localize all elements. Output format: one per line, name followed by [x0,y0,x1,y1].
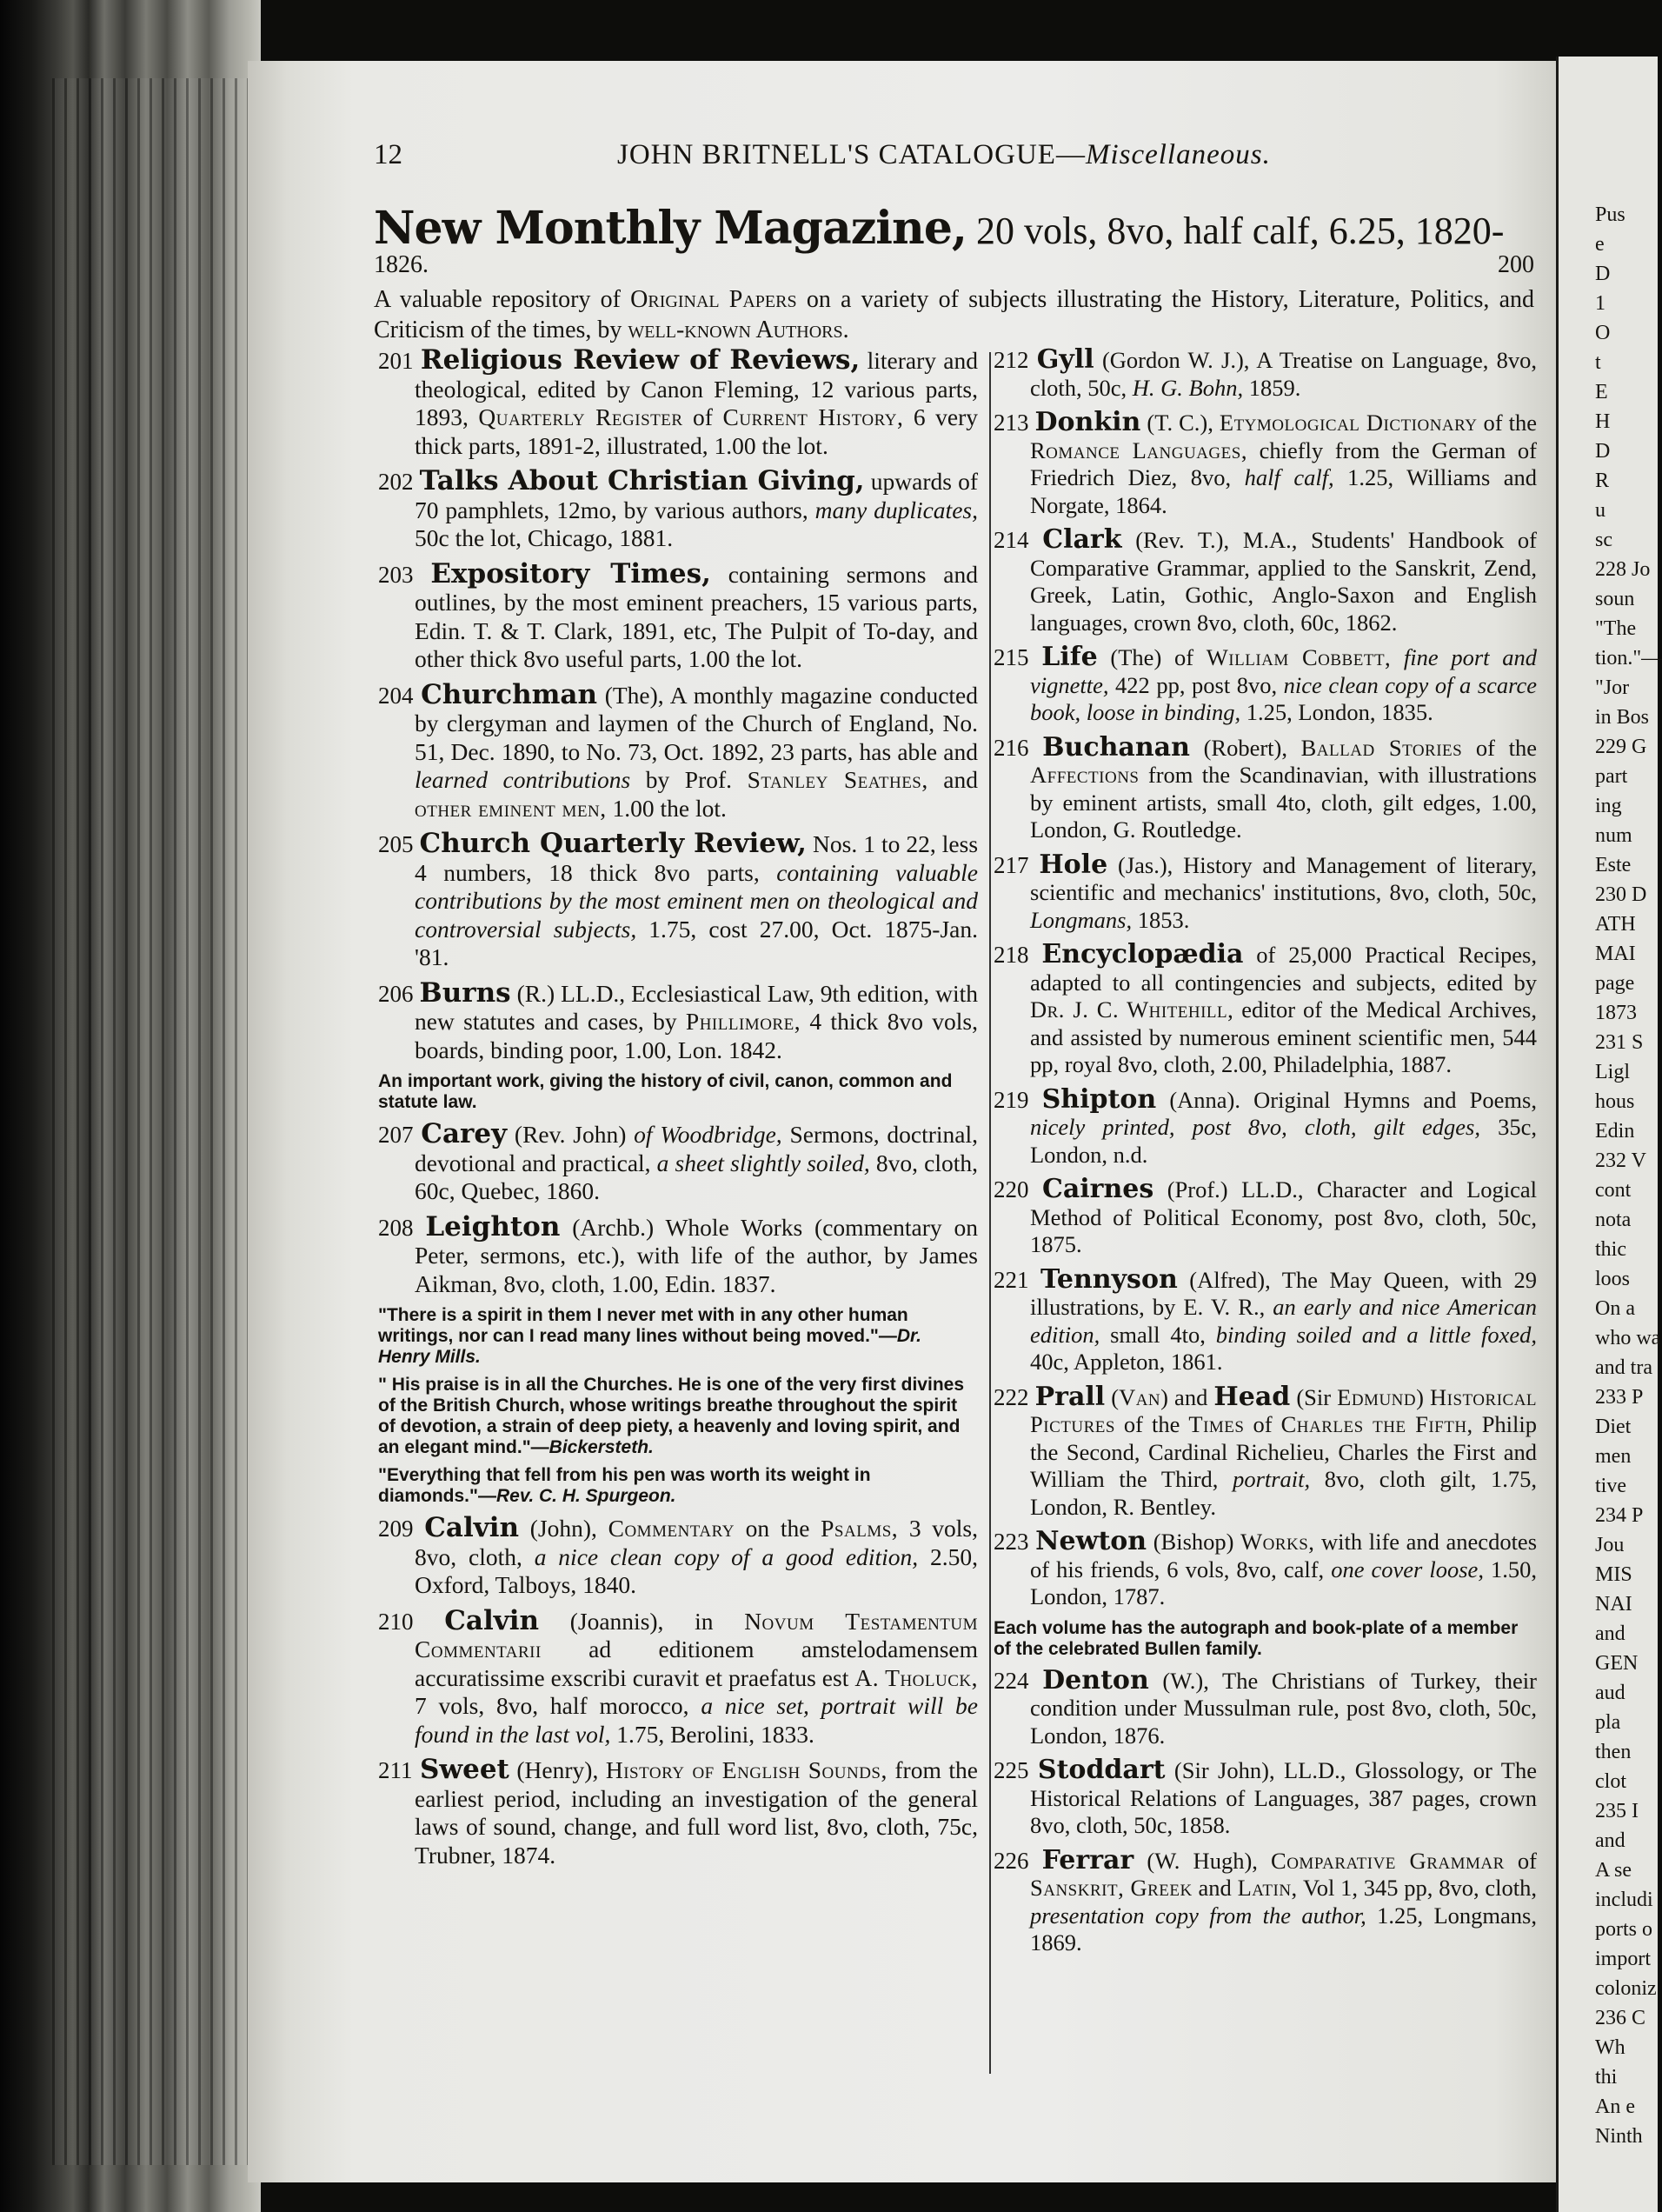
facing-page-fragment: sc [1595,529,1612,551]
facing-page-fragment: MAI [1595,943,1636,965]
facing-page-fragment: thic [1595,1238,1626,1261]
facing-page-fragment: hous [1595,1090,1635,1113]
catalogue-entry-207: 207 Carey (Rev. John) of Woodbridge, Sermons, doctrinal, devotional and practical, a sheet slightly soiled, 8vo, cloth, 60c, Quebec, 1860. [378,1118,979,1204]
column-divider [989,352,991,2074]
catalogue-entry-216: 216 Buchanan (Robert), Ballad Stories of the Affections from the Scandinavian, with illustrations by eminent artists, small 4to, cloth, gilt edges, 1.00, London, G. Routledge. [994,731,1537,843]
catalogue-entry-201: 201 Religious Review of Reviews, literary and theological, edited by Canon Fleming, 12 various parts, 1893, Quarterly Register of Current History, 6 very thick parts, 1891-2, illustrated, 1.00 the lot. [378,344,978,459]
facing-page-fragment: On a [1595,1297,1635,1320]
catalogue-entry-219: 219 Shipton (Anna). Original Hymns and Poems, nicely printed, post 8vo, cloth, gilt edges, 35c, London, n.d. [994,1083,1537,1168]
lead-entry-title: New Monthly Magazine, [374,202,967,255]
catalogue-entry-203: 203 Expository Times, containing sermons and outlines, by the most eminent preachers, 15 various parts, Edin. T. & T. Clark, 1891, etc, The Pulpit of To-day, and other thick 8vo useful parts, 1.00 the lot. [378,557,979,672]
facing-page-fragment: GEN [1595,1652,1639,1675]
catalogue-entry-212: 212 Gyll (Gordon W. J.), A Treatise on Language, 8vo, cloth, 50c, H. G. Bohn, 1859. [994,344,1538,401]
facing-page-fragment: loos [1595,1268,1631,1290]
facing-page-fragment: "Jor [1595,676,1630,699]
facing-page-fragment: NAI [1595,1593,1632,1616]
facing-page-fragment: tive [1595,1475,1626,1497]
facing-page-fragment: ing [1595,795,1622,817]
facing-page-fragment: then [1595,1741,1632,1763]
catalogue-entry-226: 226 Ferrar (W. Hugh), Comparative Grammar of Sanskrit, Greek and Latin, Vol 1, 345 pp, 8vo, cloth, presentation copy from the author, 1.25, Longmans, 1869. [994,1844,1537,1955]
lead-entry-description: A valuable repository of Original Papers on a variety of subjects illustrating the History, Literature, Politics, and Criticism of the times, by well-known Authors. [374,286,1535,343]
facing-page-fragment: 235 I [1595,1800,1639,1822]
facing-page-fragment: 232 V [1595,1149,1646,1172]
right-column [994,346,1537,1964]
facing-page-fragment: and tra [1595,1356,1652,1379]
facing-page-fragment: aud [1595,1682,1625,1704]
catalogue-entry-210: 210 Calvin (Joannis), in Novum Testamentum Commentarii ad editionem amstelodamensem accuratissime exscribi curavit et praefatus est A. Tholuck, 7 vols, 8vo, half morocco, a nice set, portrait will be found in the last vol, 1.75, Berolini, 1833. [378,1604,979,1748]
facing-page-fragment: e [1595,233,1605,256]
facing-page-fragment: 233 P [1595,1386,1644,1409]
entry-note-223: Each volume has the autograph and book-plate of a member of the celebrated Bullen family. [994,1617,1519,1659]
lead-entry-number: 200 [1498,251,1534,278]
facing-page-fragment: in Bos [1595,706,1650,729]
facing-page-fragment: 234 P [1595,1504,1644,1527]
catalogue-entry-211: 211 Sweet (Henry), History of English Sounds, from the earliest period, including an investigation of the general laws of sound, change, and full word list, 8vo, cloth, 75c, Trubner, 1874. [378,1754,978,1869]
facing-page-fragment: MIS [1595,1563,1632,1586]
facing-page-fragment: Wh [1595,2036,1625,2059]
lead-entry-line: New Monthly Magazine, 20 vols, 8vo, half calf, 6.25, 1820- [374,202,1505,255]
quote-bickersteth: " His praise is in all the Churches. He is one of the very first divines of the British Church, whose writings breathe throughout the spirit of devotion, a strain of deep piety, a heavenly and loving spirit, and an elegant mind."—Bickersteth. [378,1375,964,1457]
facing-page-fragment: cont [1595,1179,1632,1202]
facing-page-fragment: men [1595,1445,1632,1468]
facing-page-fragment: nota [1595,1209,1632,1231]
page-header [374,139,1530,183]
left-column [378,346,978,1876]
catalogue-entry-225: 225 Stoddart (Sir John), LL.D., Glossology, or The Historical Relations of Languages, 387 pages, crown 8vo, cloth, 50c, 1858. [994,1755,1537,1838]
quote-mills: "There is a spirit in them I never met with in any other human writings, nor can I read many lines without being moved."—Dr. Henry Mills. [378,1305,921,1367]
facing-page-fragment: R [1595,470,1610,492]
facing-page-fragment: 229 G [1595,736,1647,758]
facing-page-fragment: 228 Jo [1595,558,1651,581]
facing-page-fragment: 236 C [1595,2007,1646,2029]
facing-page-fragment: Diet [1595,1416,1632,1438]
facing-page-fragment: num [1595,824,1632,847]
book-binding-edge [0,0,261,2212]
facing-page-fragment: thi [1595,2066,1618,2089]
catalogue-entry-218: 218 Encyclopædia of 25,000 Practical Recipes, adapted to all contingencies and subjects, edited by Dr. J. C. Whitehill, editor of the Medical Archives, and assisted by numerous eminent scientific men, 544 pp, royal 8vo, cloth, 2.00, Philadelphia, 1887. [994,939,1538,1077]
facing-page-fragment: H [1595,410,1611,433]
facing-page-fragment: who wa [1595,1327,1661,1349]
facing-page-fragment: D [1595,440,1611,463]
catalogue-entry-220: 220 Cairnes (Prof.) LL.D., Character and Logical Method of Political Economy, post 8vo, cloth, 50c, 1875. [994,1174,1538,1257]
facing-page-fragment: ports o [1595,1918,1652,1941]
facing-page-fragment: clot [1595,1770,1626,1793]
catalogue-entry-213: 213 Donkin (T. C.), Etymological Dictionary of the Romance Languages, chiefly from the German of Friedrich Diez, 8vo, half calf, 1.25, Williams and Norgate, 1864. [994,407,1538,518]
entry-note-206: An important work, giving the history of civil, canon, common and statute law. [378,1071,953,1112]
facing-page-fragment: A se [1595,1859,1632,1882]
catalogue-entry-224: 224 Denton (W.), The Christians of Turkey, their condition under Mussulman rule, post 8vo, cloth, 50c, London, 1876. [994,1664,1537,1749]
facing-page-fragment: 231 S [1595,1031,1644,1054]
catalogue-entry-208: 208 Leighton (Archb.) Whole Works (commentary on Peter, sermons, etc.), with life of the author, by James Aikman, 8vo, cloth, 1.00, Edin. 1837. [378,1210,978,1297]
facing-page-fragment: O [1595,322,1611,344]
facing-page-fragment: Este [1595,854,1632,876]
page-edges [52,78,261,2165]
catalogue-entry-209: 209 Calvin (John), Commentary on the Psalms, 3 vols, 8vo, cloth, a nice clean copy of a good edition, 2.50, Oxford, Talboys, 1840. [378,1512,979,1598]
facing-page-fragment: D [1595,263,1611,285]
catalogue-entry-204: 204 Churchman (The), A monthly magazine conducted by clergyman and laymen of the Church of England, No. 51, Dec. 1890, to No. 73, Oct. 1892, 23 parts, has able and learned contributions by Prof. Stanley Seathes, and other eminent men, 1.00 the lot. [378,678,978,822]
facing-page-fragment: and [1595,1622,1625,1645]
facing-page-fragment: u [1595,499,1605,522]
facing-page-fragment: page [1595,972,1635,995]
facing-page-fragment: An e [1595,2095,1635,2118]
facing-page-fragments [1595,200,1662,2151]
catalogue-entry-205: 205 Church Quarterly Review, Nos. 1 to 22, less 4 numbers, 18 thick 8vo parts, containing valuable contributions by the most eminent men on theological and controversial subjects, 1.75, cost 27.00, Oct. 1875-Jan. '81. [378,828,979,970]
catalogue-entry-217: 217 Hole (Jas.), History and Management of literary, scientific and mechanics' institutions, 8vo, cloth, 50c, Longmans, 1853. [994,849,1538,933]
facing-page-fragment: Edin [1595,1120,1635,1143]
facing-page-fragment: 1873 [1595,1002,1637,1024]
catalogue-entry-223: 223 Newton (Bishop) Works, with life and anecdotes of his friends, 6 vols, 8vo, calf, one cover loose, 1.50, London, 1787. [994,1526,1538,1609]
facing-page-fragment: includi [1595,1889,1653,1911]
facing-page-fragment: coloniz [1595,1977,1657,2000]
catalogue-entry-215: 215 Life (The) of William Cobbett, fine port and vignette, 422 pp, post 8vo, nice clean copy of a scarce book, loose in binding, 1.25, London, 1835. [994,642,1537,725]
facing-page-fragment: Ligl [1595,1061,1630,1083]
facing-page-fragment: and [1595,1829,1625,1852]
facing-page-fragment: soun [1595,588,1635,610]
facing-page-fragment: t [1595,351,1601,374]
facing-page-fragment: pla [1595,1711,1621,1734]
facing-page-fragment: E [1595,381,1608,403]
catalogue-entry-206: 206 Burns (R.) LL.D., Ecclesiastical Law, 9th edition, with new statutes and cases, by Phillimore, 4 thick 8vo vols, boards, binding poor, 1.00, Lon. 1842. [378,976,978,1063]
facing-page-fragment: Jou [1595,1534,1625,1556]
catalogue-entry-222: 222 Prall (Van) and Head (Sir Edmund) Historical Pictures of the Times of Charles the Fifth, Philip the Second, Cardinal Richelieu, Charles the First and William the Third, portrait, 8vo, cloth gilt, 1.75, London, R. Bentley. [994,1381,1538,1520]
facing-page-fragment: "The [1595,617,1637,640]
page-number: 12 [374,139,402,170]
facing-page-fragment: tion."— [1595,647,1662,670]
catalogue-entry-214: 214 Clark (Rev. T.), M.A., Students' Handbook of Comparative Grammar, applied to the Sanskrit, Zend, Greek, Latin, Gothic, Anglo-Saxon and English languages, crown 8vo, cloth, 60c, 1862. [994,524,1537,636]
facing-page-fragment: 230 D [1595,883,1647,906]
facing-page-fragment: Pus [1595,203,1625,226]
facing-page-fragment: ATH [1595,913,1636,936]
facing-page-fragment: 1 [1595,292,1605,315]
facing-page-fragment: Ninth [1595,2125,1643,2148]
lead-entry-year-line: 1826. 200 [374,251,1534,278]
facing-page-fragment: part [1595,765,1628,788]
lead-entry [374,202,1534,345]
facing-page-fragment: import [1595,1948,1651,1970]
running-title: JOHN BRITNELL'S CATALOGUE—Miscellaneous. [617,139,1271,170]
catalogue-entry-202: 202 Talks About Christian Giving, upwards of 70 pamphlets, 12mo, by various authors, many duplicates, 50c the lot, Chicago, 1881. [378,465,979,551]
quote-spurgeon: "Everything that fell from his pen was worth its weight in diamonds."—Rev. C. H. Spurgeon. [378,1465,871,1506]
catalogue-entry-221: 221 Tennyson (Alfred), The May Queen, with 29 illustrations, by E. V. R., an early and nice American edition, small 4to, binding soiled and a little foxed, 40c, Appleton, 1861. [994,1263,1538,1375]
